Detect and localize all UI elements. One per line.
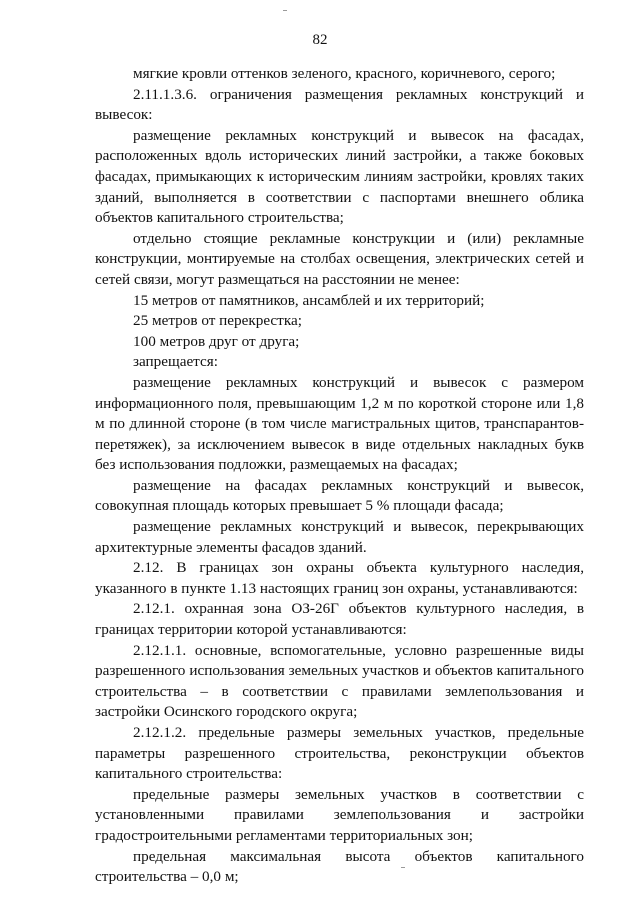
- paragraph: размещение на фасадах рекламных конструкций и вывесок, совокупная площадь которых превышает 5 % площади фасада;: [95, 476, 584, 515]
- paragraph: 2.11.1.3.6. ограничения размещения рекламных конструкций и вывесок:: [95, 85, 584, 124]
- paragraph: 2.12. В границах зон охраны объекта культурного наследия, указанного в пункте 1.13 настоящих границ зон охраны, устанавливаются:: [95, 559, 584, 597]
- paragraph: размещение рекламных конструкций и вывесок на фасадах, расположенных вдоль исторических линий застройки, а также боковых фасадах, примыкающих к историческим линиям застройки, кровлях таких зданий, выполняется в соответствии с паспортами внешнего облика объектов капитального строительства;: [95, 126, 584, 227]
- paragraph: 2.12.1.2. предельные размеры земельных участков, предельные параметры разрешенного строительства, реконструкции объектов капитального строительства:: [95, 724, 584, 783]
- scan-artifact: [401, 867, 405, 868]
- paragraph: 100 метров друг от друга;: [133, 332, 300, 350]
- page-number: 82: [312, 32, 328, 48]
- paragraph: размещение рекламных конструкций и вывесок с размером информационного поля, превышающим 1,2 м по короткой стороне или 1,8 м по длинной стороне (в том числе магистральных щитов, транспарантов-перетяжек), за исключением вывесок в виде отдельных накладных букв без использования подложки, размещаемых на фасадах;: [95, 373, 584, 474]
- paragraph: 2.12.1. охранная зона ОЗ-26Г объектов культурного наследия, в границах территории которой устанавливаются:: [95, 600, 584, 639]
- scan-artifact: [283, 10, 287, 11]
- paragraph: предельные размеры земельных участков в соответствии с установленными правилами землепользования и застройки градостроительными регламентами территориальных зон;: [95, 785, 584, 844]
- paragraph: 25 метров от перекрестка;: [133, 312, 302, 330]
- paragraph: запрещается:: [133, 353, 218, 371]
- paragraph: предельная максимальная высота объектов капитального строительства – 0,0 м;: [95, 847, 584, 886]
- paragraph: отдельно стоящие рекламные конструкции и (или) рекламные конструкции, монтируемые на столбах освещения, электрических сетей и сетей связи, могут размещаться на расстоянии не менее:: [95, 229, 584, 288]
- paragraph: размещение рекламных конструкций и вывесок, перекрывающих архитектурные элементы фасадов зданий.: [95, 518, 584, 556]
- document-body: [95, 64, 584, 888]
- paragraph: мягкие кровли оттенков зеленого, красного, коричневого, серого;: [133, 65, 556, 82]
- paragraph: 15 метров от памятников, ансамблей и их территорий;: [133, 291, 485, 309]
- paragraph: 2.12.1.1. основные, вспомогательные, условно разрешенные виды разрешенного использования земельных участков и объектов капитального строительства – в соответствии с правилами землепользования и застройки Осинского городского округа;: [95, 641, 584, 721]
